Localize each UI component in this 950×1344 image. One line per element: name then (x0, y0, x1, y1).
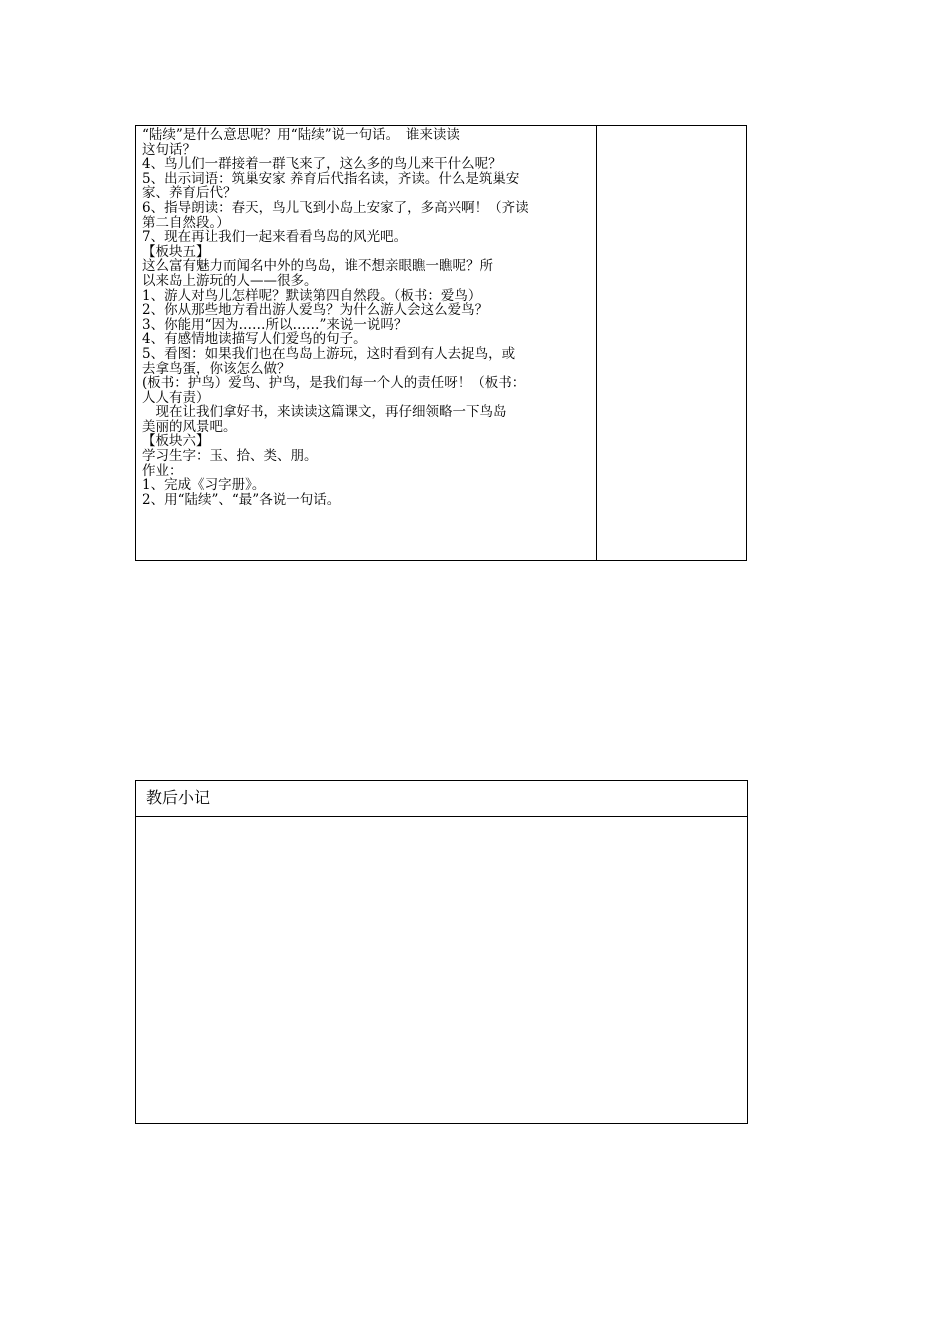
lesson-line: 5、看图：如果我们也在鸟岛上游玩，这时看到有人去捉鸟，或 (142, 345, 516, 362)
lesson-line: 去拿鸟蛋，你该怎么做？ (142, 360, 291, 377)
lesson-line: “陆续”是什么意思呢？用“陆续”说一句话。 谁来读读 (142, 127, 460, 143)
lesson-line: 7、现在再让我们一起来看看鸟岛的风光吧。 (142, 229, 408, 246)
lesson-line: 这句话？ (142, 141, 196, 158)
lesson-line: 以来岛上游玩的人——很多。 (142, 272, 318, 289)
lesson-line: 4、有感情地读描写人们爱鸟的句子。 (142, 331, 367, 348)
notes-cell (597, 126, 747, 560)
lesson-plan-table (135, 125, 747, 561)
reflection-header-row (136, 781, 747, 817)
section-heading: 【板块五】 (142, 243, 210, 260)
lesson-line: 学习生字：玉、拾、类、朋。 (142, 448, 318, 465)
reflection-body-cell (136, 817, 747, 1123)
lesson-content-cell (142, 128, 590, 507)
lesson-line: 5、出示词语：筑巢安家 养育后代指名读，齐读。什么是筑巢安 (142, 170, 520, 187)
lesson-line: 这么富有魅力而闻名中外的鸟岛，谁不想亲眼瞧一瞧呢？所 (142, 258, 493, 275)
lesson-line: 第二自然段。） (142, 214, 230, 231)
lesson-line: 6、指导朗读：春天，鸟儿飞到小岛上安家了，多高兴啊！（齐读 (142, 199, 529, 216)
lesson-line: 家、养育后代？ (142, 185, 237, 202)
reflection-table (135, 780, 748, 1124)
reflection-header-label: 教后小记 (146, 788, 211, 807)
lesson-line: 作业： (142, 462, 183, 479)
lesson-line: 1、游人对鸟儿怎样呢？默读第四自然段。（板书：爱鸟） (142, 287, 482, 304)
lesson-line: (板书：护鸟）爱鸟、护鸟，是我们每一个人的责任呀！（板书： (142, 375, 526, 392)
lesson-line: 2、用“陆续”、“最”各说一句话。 (142, 491, 341, 508)
section-heading: 【板块六】 (142, 433, 210, 450)
lesson-line: 1、完成《习字册》。 (142, 477, 266, 494)
lesson-line: 现在让我们拿好书，来读读这篇课文，再仔细领略一下鸟岛 (142, 404, 507, 421)
lesson-line: 4、鸟儿们一群接着一群飞来了，这么多的鸟儿来干什么呢？ (142, 156, 502, 173)
lesson-line: 2、你从那些地方看出游人爱鸟？为什么游人会这么爱鸟？ (142, 302, 489, 319)
lesson-line: 3、你能用“因为……所以……”来说一说吗？ (142, 316, 408, 333)
lesson-line: 人人有责） (142, 389, 210, 406)
lesson-line: 美丽的风景吧。 (142, 418, 237, 435)
